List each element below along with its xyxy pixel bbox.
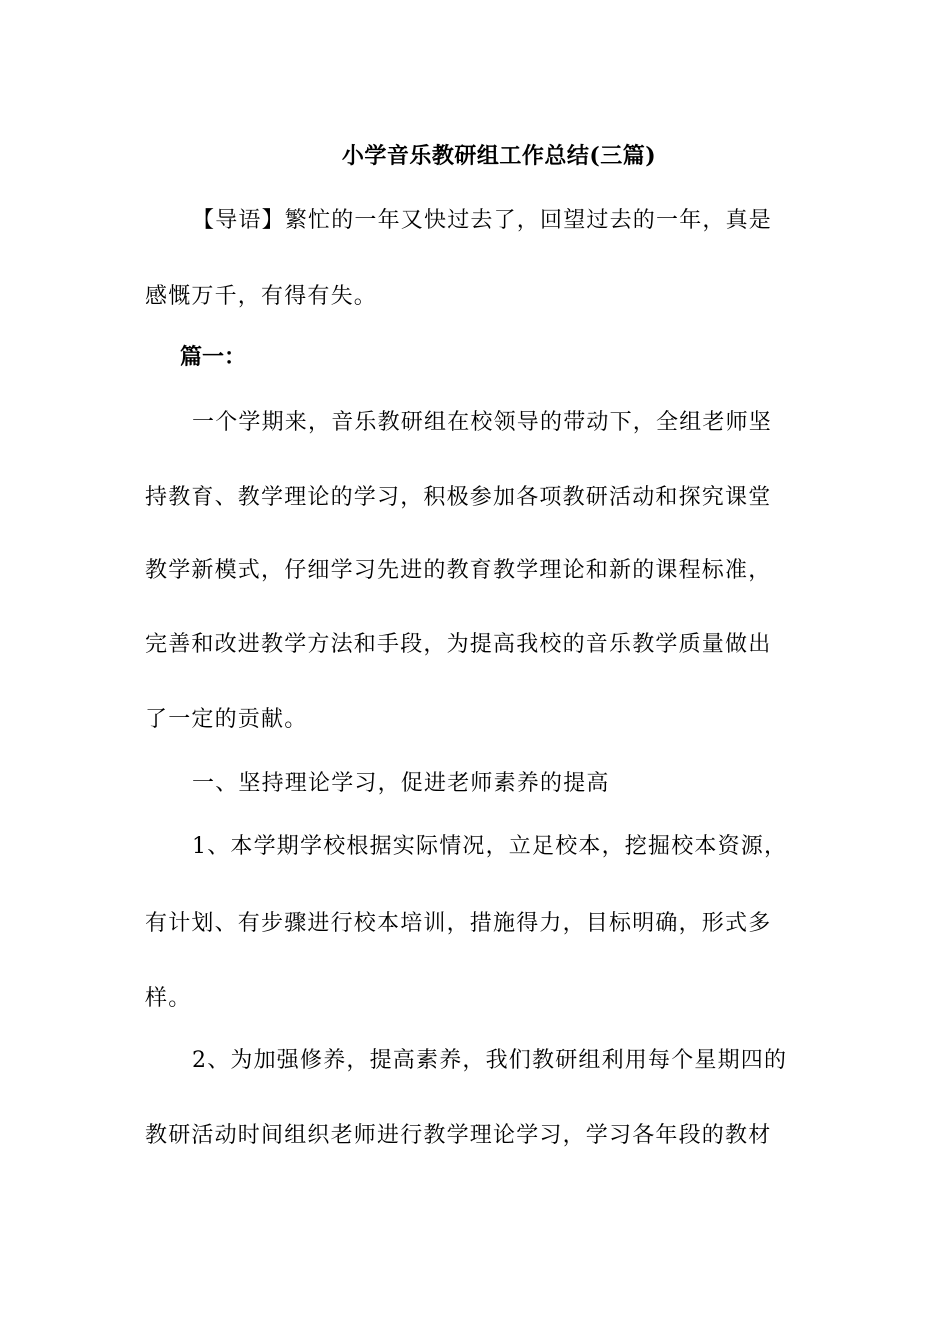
paragraph-line: 样。 bbox=[145, 986, 192, 1011]
paragraph-line-intro-2: 感慨万千，有得有失。 bbox=[145, 284, 378, 309]
paragraph-line: 教学新模式，仔细学习先进的教育教学理论和新的课程标准， bbox=[145, 558, 772, 583]
paragraph-line: 完善和改进教学方法和手段，为提高我校的音乐教学质量做出 bbox=[145, 632, 772, 657]
paragraph-line: 1、本学期学校根据实际情况，立足校本，挖掘校本资源， bbox=[192, 834, 788, 859]
paragraph-line: 有计划、有步骤进行校本培训，措施得力，目标明确，形式多 bbox=[145, 911, 772, 936]
paragraph-line: 2、为加强修养，提高素养，我们教研组利用每个星期四的 bbox=[192, 1048, 788, 1073]
document-title: 小学音乐教研组工作总结(三篇) bbox=[341, 143, 657, 169]
paragraph-line: 了一定的贡献。 bbox=[145, 707, 308, 732]
paragraph-line: 教研活动时间组织老师进行教学理论学习，学习各年段的教材 bbox=[145, 1123, 772, 1148]
paragraph-line-intro-1: 【导语】繁忙的一年又快过去了，回望过去的一年，真是 bbox=[192, 208, 773, 233]
subsection-heading: 一、坚持理论学习，促进老师素养的提高 bbox=[192, 771, 610, 796]
paragraph-line: 一个学期来，音乐教研组在校领导的带动下，全组老师坚 bbox=[192, 410, 773, 435]
section-heading-part-one: 篇一： bbox=[180, 344, 247, 370]
paragraph-line: 持教育、教学理论的学习，积极参加各项教研活动和探究课堂 bbox=[145, 485, 772, 510]
